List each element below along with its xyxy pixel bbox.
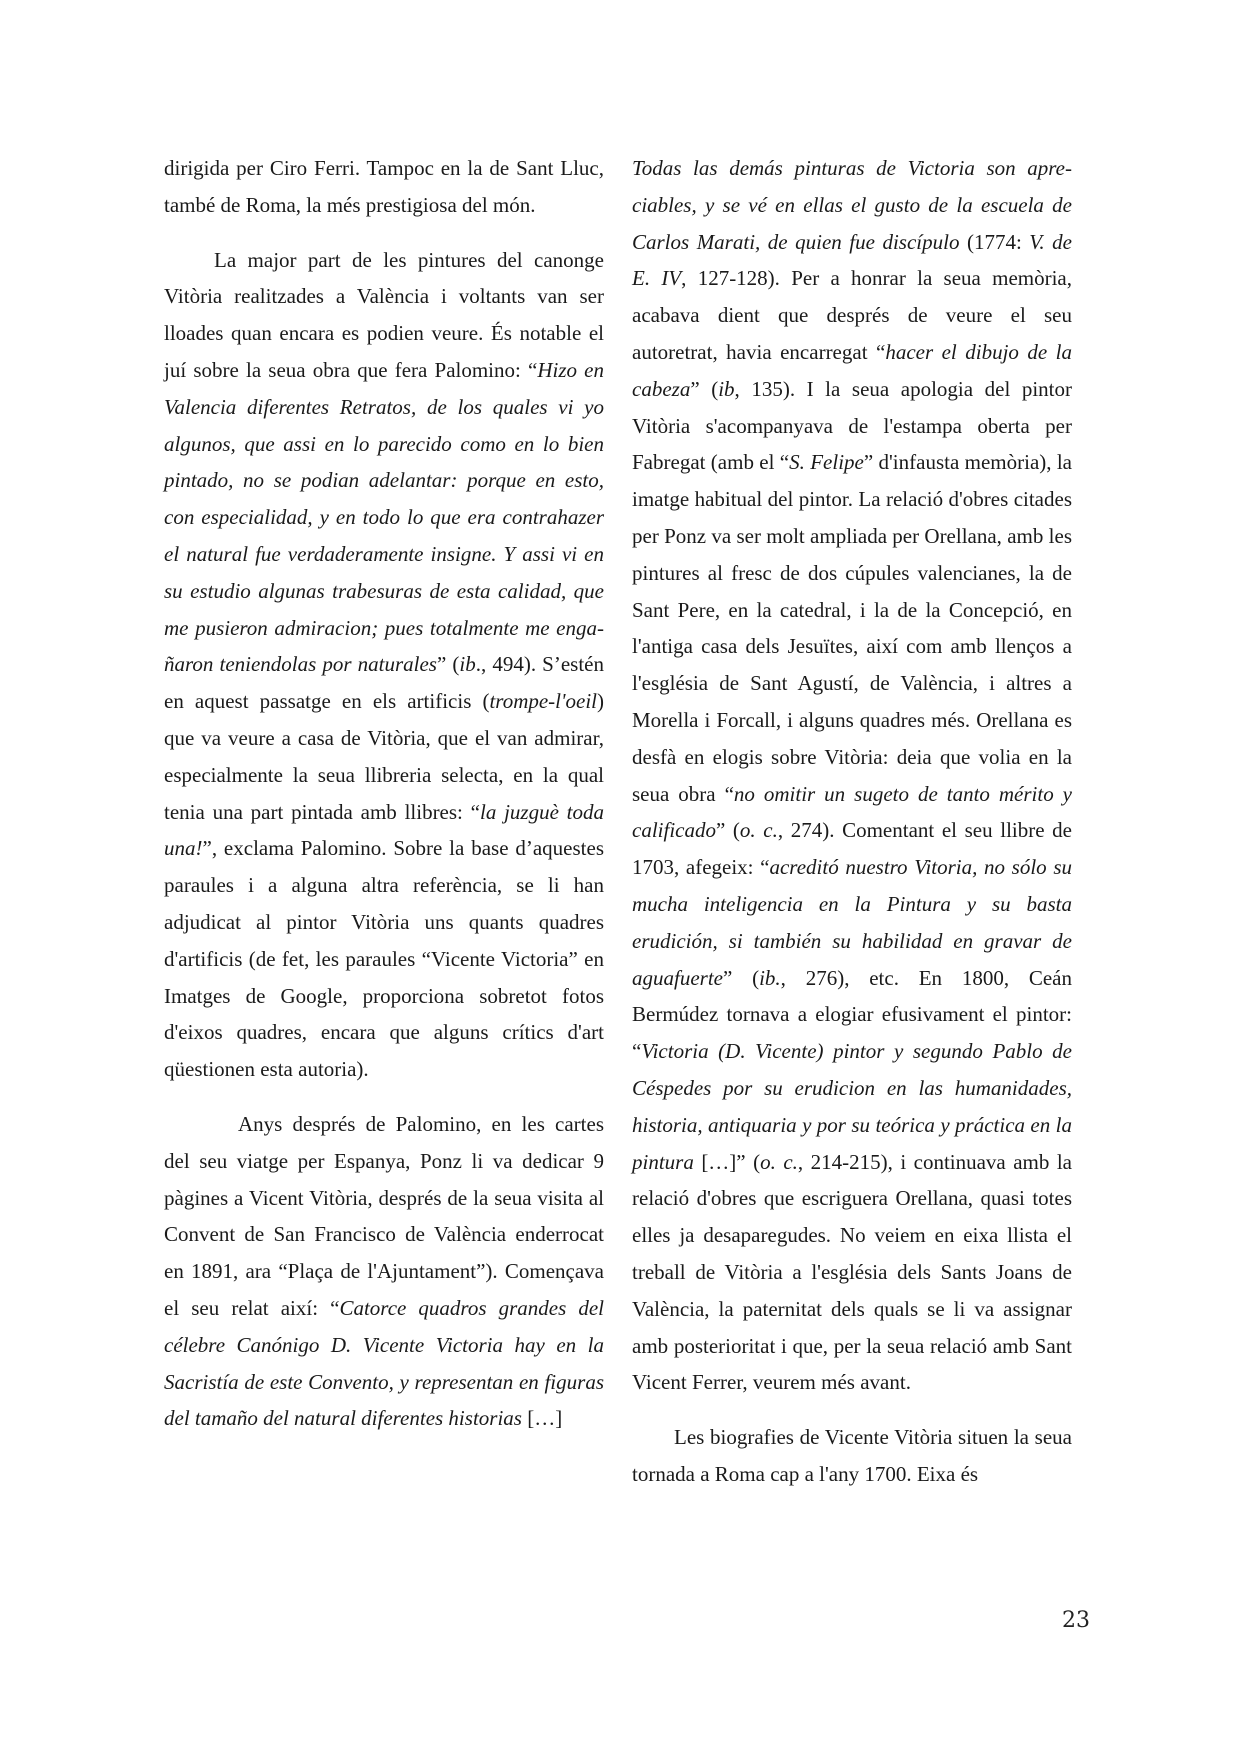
italic-quote-run: ib	[459, 652, 476, 677]
italic-quote-run: o. c.	[760, 1149, 798, 1174]
text-run: ”, exclama Palomino. Sobre la base d’aquestes paraules i a alguna altra referència, se li han adjudicat al pintor Vitòria uns quants quadres d'artificis (de fet, les paraules “Vicente Victoria” en Imatges de Google, proporciona sobretot fotos d'eixos quadres, encara que alguns crítics d'art qüestionen esta autoria).	[164, 836, 604, 1082]
paragraph-ciro-ferri	[164, 150, 604, 224]
italic-quote-run: trompe-l'oeil	[489, 689, 597, 714]
text-run: ” d'infausta memòria), la imatge habitual del pintor. La relació d'obres citades per Ponz va ser molt ampliada per Orellana, amb les pintures al fresc de dos cúpules valencianes, la de Sant Pere, en la catedral, i la de la Concepció, en l'antiga casa dels Jesuïtes, així com amb llenços a l'església de Sant Agustí, de València, i altres a Morella i Forcall, i alguns quadres més. Orellana es desfà en elogis sobre Vitòria: deia que volia en la seua obra “	[632, 450, 1073, 806]
italic-quote-run: Victoria (D. Vicente) pintor y segundo Pablo de Céspedes por su erudicion en las humanidades, historia, antiquaria y por su teórica y práctica en la pintura	[632, 1039, 1072, 1174]
text-run: Les biografies de Vicente Vitòria situen la seua tornada a Roma cap a l'any 1700. Eixa és	[632, 1425, 1072, 1486]
right-text-column	[632, 150, 1072, 1511]
text-run: […]” (	[693, 1149, 761, 1174]
page-number: 23	[1062, 1608, 1090, 1633]
italic-quote-run: no omitir un sugeto de tanto mérito y calificado	[632, 781, 1072, 843]
text-run: La major part de les pintures del canonge Vitòria realitzades a València i voltants van ser lloades quan encara es podien veure. És notable el juí sobre la seua obra que fera Palomino: “	[164, 247, 604, 382]
text-run: , 274). Comentant el seu llibre de 1703, afegeix: “	[632, 818, 1072, 880]
text-run: dirigida per Ciro Ferri. Tampoc en la de Sant Lluc, també de Roma, la més prestigiosa del món.	[164, 156, 604, 217]
italic-quote-run: Hizo en Valencia diferentes Retratos, de los quales vi yo algunos, que assi en lo parecido como en lo bien pintado, no se podian adelantar: porque en esto, con especialidad, y en todo lo que era contrahazer el natural fue verdaderamente insigne. Y assi vi en su estudio algunas trabesuras de esta calidad, que me pusieron admiracion; pues totalmente me engañaron teniendolas por naturales	[164, 357, 604, 677]
text-run: ” (	[722, 965, 760, 990]
text-run: , 276), etc. En 1800, Ceán Bermúdez tornava a elogiar efusivament el pintor: “	[632, 965, 1072, 1064]
text-run: […]	[521, 1406, 563, 1431]
italic-quote-run: ib	[718, 376, 735, 401]
italic-quote-run: la juzguè toda una!	[164, 799, 605, 861]
italic-quote-run: S. Felipe	[789, 450, 864, 475]
text-run: , 127-128). Per a honrar la seua memòria, acabava dient que després de veure el seu autoretrat, havia encarregat “	[632, 266, 1072, 364]
italic-quote-run: hacer el dibujo de la cabeza	[632, 339, 1072, 401]
paragraph-biografies	[632, 1419, 1072, 1493]
italic-quote-run: V. de E. IV	[632, 229, 1072, 291]
paragraph-orellana-cean	[632, 150, 1072, 1401]
italic-quote-run: ib.	[759, 965, 781, 990]
text-run: ., 494). S’estén en aquest passatge en els artificis (	[164, 652, 604, 714]
paragraph-palomino	[164, 242, 604, 1088]
italic-quote-run: o. c.	[739, 818, 778, 843]
text-run: ” (	[690, 376, 719, 401]
text-run: ” (	[715, 818, 740, 843]
italic-quote-run: Catorce quadros grandes del célebre Canónigo D. Vicente Victoria hay en la Sacristía de este Convento, y representan en figuras del tamaño del natural diferentes historias	[164, 1295, 604, 1431]
italic-quote-run: acreditó nuestro Vitoria, no sólo su mucha inteligencia en la Pintura y su basta erudición, si también su habilidad en gravar de aguafuerte	[632, 855, 1072, 990]
text-run: Anys després de Palomino, en les cartes del seu viatge per Espanya, Ponz li va dedicar 9 pàgines a Vicent Vitòria, després de la seua visita al Convent de San Francisco de València enderrocat en 1891, ara “Plaça de l'Ajuntament”). Començava el seu relat així: “	[164, 1111, 604, 1320]
text-run: (1774:	[959, 229, 1030, 254]
italic-quote-run: Todas las demás pinturas de Victoria son apreciables, y se vé en ellas el gusto de la escuela de Carlos Marati, de quien fue discípulo	[632, 156, 1072, 254]
text-run: , 135). I la seua apologia del pintor Vitòria s'acompanyava de l'estampa oberta per Fabregat (amb el “	[632, 376, 1072, 475]
text-run: ) que va veure a casa de Vitòria, que el van admirar, especialmente la seua llibreria selecta, en la qual tenia una part pintada amb llibres: “	[164, 689, 604, 824]
text-run: , 214-215), i continuava amb la relació d'obres que escriguera Orellana, quasi totes elles ja desaparegudes. No veiem en eixa llista el treball de Vitòria a l'església dels Sants Joans de València, la paternitat dels quals se li va assignar amb posterioritat i que, per la seua relació amb Sant Vicent Ferrer, veurem més avant.	[632, 1149, 1072, 1395]
left-text-column	[164, 150, 604, 1455]
paragraph-ponz	[164, 1106, 604, 1437]
text-run: ” (	[436, 652, 460, 677]
